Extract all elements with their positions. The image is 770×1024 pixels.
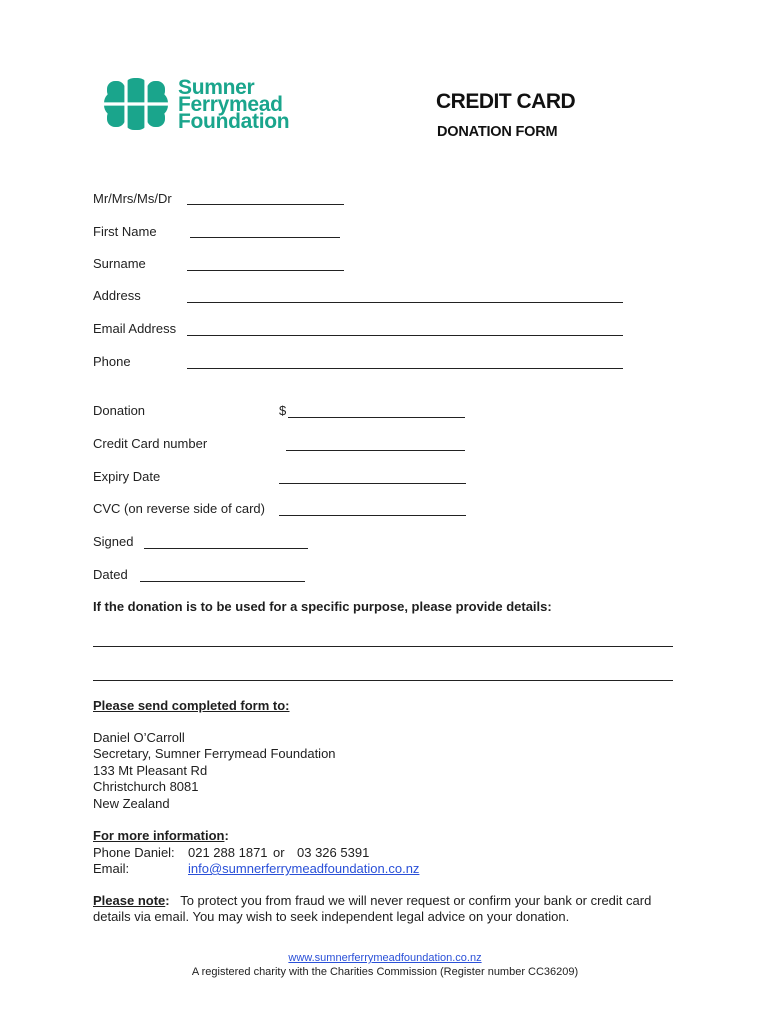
- recipient-name: Daniel O’Carroll: [93, 730, 185, 745]
- address-country: New Zealand: [93, 795, 170, 811]
- cvc-label: CVC (on reverse side of card): [93, 501, 265, 516]
- logo-line-1: Sumner: [178, 76, 255, 99]
- purpose-line-1[interactable]: [93, 646, 673, 647]
- signed-label: Signed: [93, 534, 134, 549]
- card-number-field[interactable]: [286, 450, 465, 451]
- form-subtitle: DONATION FORM: [437, 124, 558, 140]
- info-email-link[interactable]: info@sumnerferrymeadfoundation.co.nz: [188, 861, 420, 876]
- fraud-note: [93, 893, 651, 926]
- currency-symbol: $: [279, 403, 287, 418]
- foundation-logo-text: [178, 76, 290, 133]
- address-street: 133 Mt Pleasant Rd: [93, 762, 208, 778]
- title-label: Mr/Mrs/Ms/Dr: [93, 191, 172, 206]
- first-name-field[interactable]: [190, 237, 340, 238]
- logo-line-2: Ferrymead: [178, 93, 283, 116]
- address-label: Address: [93, 288, 141, 303]
- address-field[interactable]: [187, 302, 623, 303]
- phone-label: Phone: [93, 354, 131, 369]
- email-label-info: Email:: [93, 861, 130, 876]
- mailing-address: [93, 730, 336, 812]
- purpose-line-2[interactable]: [93, 680, 673, 681]
- info-heading: [93, 828, 229, 843]
- surname-field[interactable]: [187, 270, 344, 271]
- first-name-label: First Name: [93, 224, 157, 239]
- title-field[interactable]: [187, 204, 344, 205]
- note-text-1: To protect you from fraud we will never request or confirm your bank or credit card: [180, 893, 652, 908]
- form-title: CREDIT CARD: [436, 90, 576, 113]
- address-city: Christchurch 8081: [93, 779, 199, 795]
- note-label: Please note: [93, 893, 166, 908]
- donation-label: Donation: [93, 403, 146, 418]
- foundation-logo-mark: [104, 78, 168, 135]
- info-heading-text: For more information: [93, 828, 225, 843]
- cvc-field[interactable]: [279, 515, 466, 516]
- phone-or: or: [273, 845, 285, 860]
- recipient-role: Secretary, Sumner Ferrymead Foundation: [93, 746, 336, 762]
- info-heading-colon: :: [224, 828, 229, 843]
- note-label-colon: :: [165, 893, 170, 908]
- surname-label: Surname: [93, 256, 146, 271]
- signature-field[interactable]: [144, 548, 308, 549]
- footer-website-link[interactable]: www.sumnerferrymeadfoundation.co.nz: [288, 952, 482, 964]
- date-field[interactable]: [140, 581, 305, 582]
- purpose-prompt: If the donation is to be used for a specific purpose, please provide details:: [93, 599, 552, 614]
- send-to-heading: Please send completed form to:: [93, 698, 290, 713]
- fraud-note-line-1: [93, 893, 651, 909]
- card-number-label: Credit Card number: [93, 436, 208, 451]
- phone-field[interactable]: [187, 368, 623, 369]
- footer-website-row: [0, 952, 770, 964]
- phone-daniel-landline: 03 326 5391: [297, 845, 370, 860]
- email-field[interactable]: [187, 335, 623, 336]
- expiry-label: Expiry Date: [93, 469, 161, 484]
- dated-label: Dated: [93, 567, 128, 582]
- phone-daniel-mobile: 021 288 1871: [188, 845, 268, 860]
- logo-line-3: Foundation: [178, 110, 290, 133]
- note-text-2: details via email. You may wish to seek independent legal advice on your donation.: [93, 909, 570, 925]
- phone-daniel-label: Phone Daniel:: [93, 845, 175, 860]
- donation-amount-field[interactable]: [288, 417, 465, 418]
- email-label: Email Address: [93, 321, 177, 336]
- expiry-field[interactable]: [279, 483, 466, 484]
- footer-charity-text: A registered charity with the Charities Commission (Register number CC36209): [191, 966, 579, 978]
